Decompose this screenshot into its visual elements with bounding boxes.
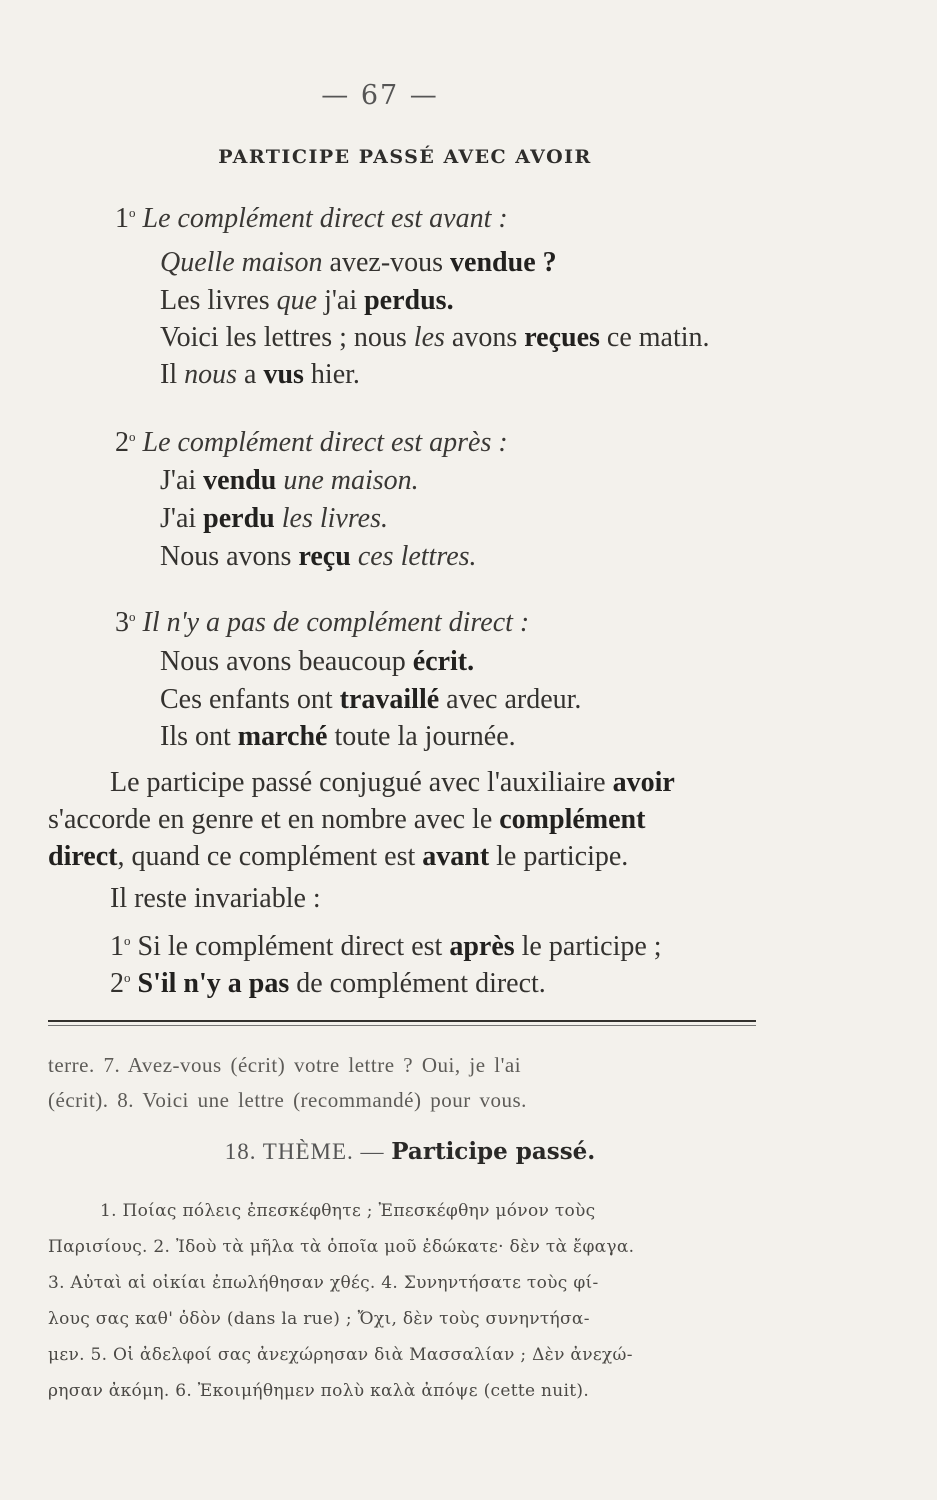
- rule-3-heading: [115, 600, 529, 640]
- greek-line-2: Παρισίους. 2. Ἰδοὺ τὰ μῆλα τὰ ὁποῖα μοῦ ἐδώκατε· δὲν τὰ ἔφαγα.: [48, 1237, 635, 1257]
- greek-line-4: λους σας καθ' ὁδὸν (dans la rue) ; Ὄχι, δὲν τοὺς συνηντήσα-: [48, 1309, 590, 1329]
- greek-line-1: 1. Ποίας πόλεις ἐπεσκέφθητε ; Ἐπεσκέφθην μόνον τοὺς: [100, 1201, 596, 1221]
- example-line: Quelle maison avez-vous vendue ?: [160, 247, 557, 278]
- example-line: Ces enfants ont travaillé avec ardeur.: [160, 684, 582, 715]
- rule-1-number: 1$^o$: [115, 203, 136, 234]
- page-number: — 67 —: [321, 80, 439, 111]
- example-line: Voici les lettres ; nous les avons reçues ce matin.: [160, 322, 710, 353]
- greek-line-3: 3. Αὐταὶ αἱ οἰκίαι ἐπωλήθησαν χθές. 4. Συνηντήσατε τοὺς φί-: [48, 1273, 599, 1293]
- theme-label: 18. THÈME. —: [224, 1139, 392, 1164]
- summary-line-5: 1$^o$ Si le complément direct est après le participe ;: [110, 931, 662, 962]
- rule-2-heading: [115, 420, 508, 460]
- rule-2-number: 2$^o$: [115, 427, 136, 458]
- summary-line-2: s'accorde en genre et en nombre avec le complément: [48, 804, 646, 835]
- example-line: J'ai perdu les livres.: [160, 503, 389, 534]
- theme-heading: [0, 1138, 820, 1165]
- theme-title: Participe passé.: [391, 1138, 596, 1165]
- example-line: Nous avons beaucoup écrit.: [160, 646, 475, 677]
- example-line: Les livres que j'ai perdus.: [160, 285, 454, 316]
- example-line: J'ai vendu une maison.: [160, 465, 419, 496]
- rule-1-text: Le complément direct est avant :: [142, 203, 508, 234]
- divider-rule: [48, 1020, 756, 1022]
- exercise-line-1: terre. 7. Avez-vous (écrit) votre lettre ? Oui, je l'ai: [48, 1053, 522, 1077]
- rule-3-number: 3$^o$: [115, 607, 136, 638]
- rule-2-text: Le complément direct est après :: [142, 427, 508, 458]
- rule-1-heading: [115, 196, 508, 236]
- example-line: Il nous a vus hier.: [160, 359, 360, 390]
- example-line: Ils ont marché toute la journée.: [160, 721, 516, 752]
- divider-rule-thin: [48, 1025, 756, 1026]
- greek-line-6: ρησαν ἀκόμη. 6. Ἐκοιμήθημεν πολὺ καλὰ ἀπόψε (cette nuit).: [48, 1381, 590, 1401]
- page-title: PARTICIPE PASSÉ AVEC AVOIR: [218, 146, 592, 168]
- summary-line-6: 2$^o$ S'il n'y a pas de complément direct.: [110, 968, 546, 999]
- exercise-line-2: (écrit). 8. Voici une lettre (recommandé) pour vous.: [48, 1088, 527, 1112]
- summary-line-4: Il reste invariable :: [110, 883, 321, 914]
- summary-line-1: Le participe passé conjugué avec l'auxiliaire avoir: [110, 767, 675, 798]
- summary-line-3: direct, quand ce complément est avant le participe.: [48, 841, 629, 872]
- example-line: Nous avons reçu ces lettres.: [160, 541, 477, 572]
- greek-line-5: μεν. 5. Οἱ ἀδελφοί σας ἀνεχώρησαν διὰ Μασσαλίαν ; Δὲν ἀνεχώ-: [48, 1345, 633, 1365]
- rule-3-text: Il n'y a pas de complément direct :: [142, 607, 530, 638]
